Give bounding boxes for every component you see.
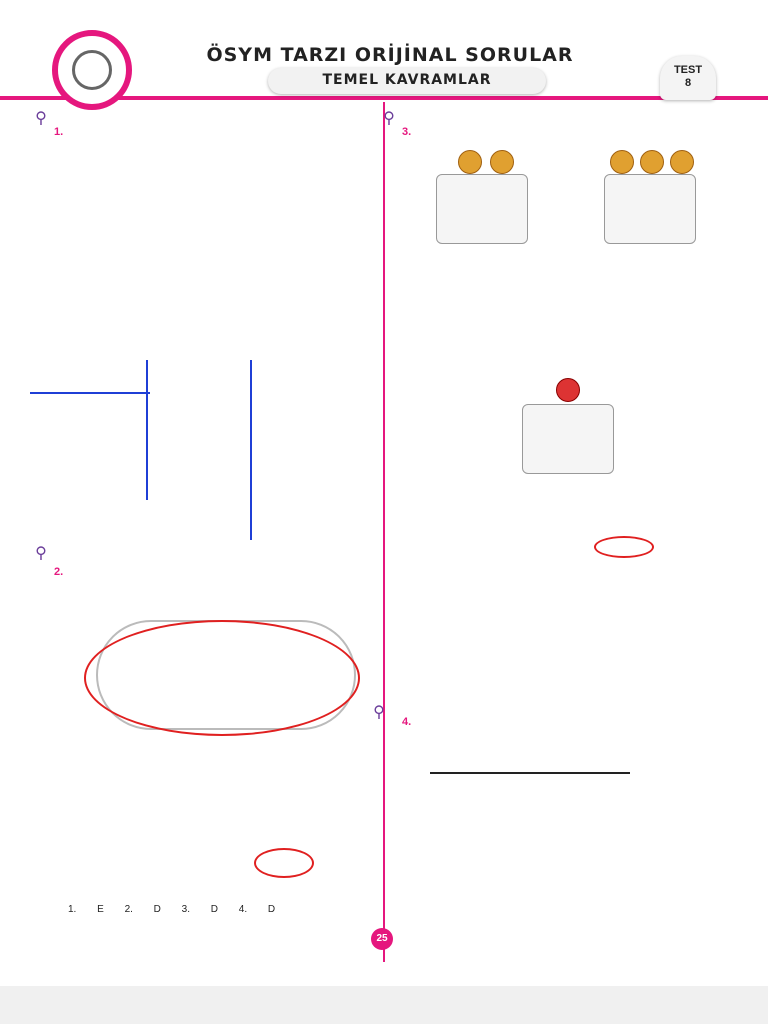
question-number: 3. xyxy=(402,126,412,138)
scale-figure-2 xyxy=(604,174,696,244)
weight-ball xyxy=(610,150,634,174)
weight-ball xyxy=(556,378,580,402)
handwritten-blue-rule xyxy=(146,360,148,500)
handwritten-red-circle xyxy=(594,536,654,558)
weight-ball xyxy=(670,150,694,174)
question-number: 2. xyxy=(54,566,64,578)
zoom-icon[interactable]: ⚲ xyxy=(373,704,385,721)
answer-key: 1. E 2. D 3. D 4. D xyxy=(68,904,276,915)
publisher-logo xyxy=(52,30,132,110)
number-line xyxy=(430,772,630,774)
column-divider xyxy=(383,102,385,962)
weight-ball xyxy=(490,150,514,174)
page-subtitle: TEMEL KAVRAMLAR xyxy=(322,72,492,88)
zoom-icon[interactable]: ⚲ xyxy=(383,110,395,127)
scale-figure-1 xyxy=(436,174,528,244)
test-badge xyxy=(660,56,716,100)
footer-bar xyxy=(0,986,768,1024)
handwritten-red-circle xyxy=(254,848,314,878)
handwritten-blue-rule xyxy=(250,360,252,540)
logo-y-mark xyxy=(72,50,112,90)
question-number: 1. xyxy=(54,126,64,138)
test-number: 8 xyxy=(684,77,692,89)
page-number: 25 xyxy=(371,928,393,950)
weight-ball xyxy=(458,150,482,174)
weight-ball xyxy=(640,150,664,174)
handwritten-red-loop xyxy=(84,620,360,736)
handwritten-blue-rule xyxy=(30,392,150,394)
question-number: 4. xyxy=(402,716,412,728)
page-title: ÖSYM TARZI ORİJİNAL SORULAR xyxy=(206,44,574,66)
zoom-icon[interactable]: ⚲ xyxy=(35,110,47,127)
zoom-icon[interactable]: ⚲ xyxy=(35,545,47,562)
scale-figure-3 xyxy=(522,404,614,474)
test-label: TEST xyxy=(673,64,703,76)
